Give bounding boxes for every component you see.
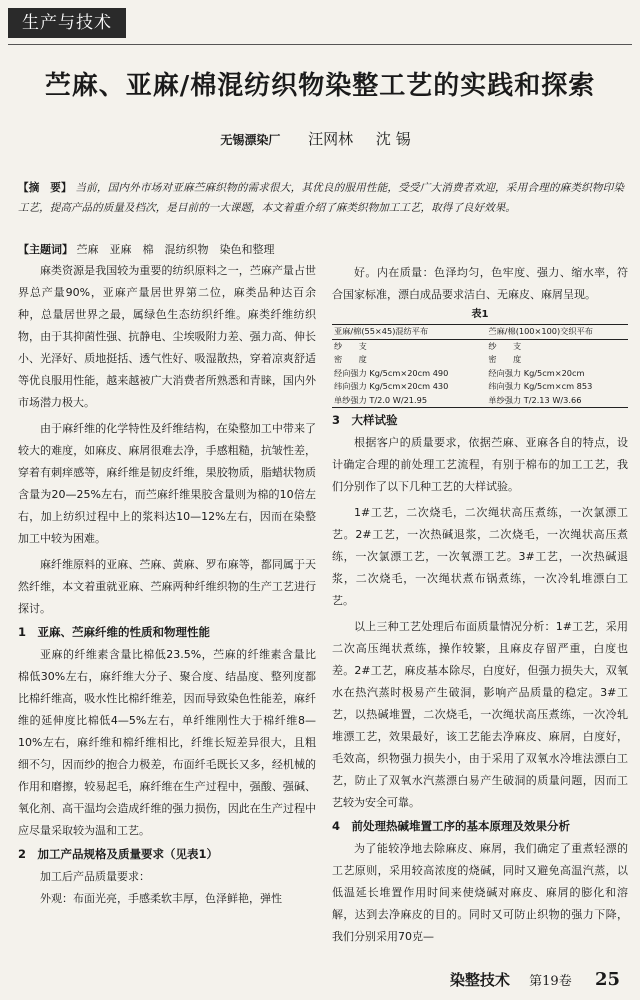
table-cell: 纬向强力 Kg/5cm×20cm 430 [334,381,449,391]
section-tag: 生产与技术 [8,8,126,38]
table-row [332,394,628,408]
table-cell: 纱 支 [334,340,367,351]
table-header-cell: 亚麻/棉(55×45)混纺平布 [334,326,429,336]
author-name: 汪网林 [308,130,354,148]
keywords-text: 苎麻 亚麻 棉 混纺织物 染色和整理 [76,243,275,256]
table-row [332,339,628,353]
paragraph: 以上三种工艺处理后布面质量情况分析：1#工艺，采用二次高压绳状煮练，操作较繁，且麻皮存留严重，白度也差。2#工艺，麻皮基本除尽，白度好，但强力损失大，双氧水在热汽蒸时极易产生破洞，影响产品质量的稳定。3#工艺，以热碱堆置，二次烧毛，一次绳状高压煮练，一次冷轧堆漂工艺，效果最好，该工艺能去净麻皮、麻屑，白度好，毛效高，织物强力损失小，由于采用了双氧水冷堆法漂白工艺，防止了双氧水汽蒸漂白易产生破洞的质量问题，因而工艺较为安全可靠。 [332,620,628,809]
section-heading: 3 大样试验 [332,413,398,427]
keywords-label: 【主题词】 [18,243,73,256]
table-cell: 密 度 [334,354,367,364]
paragraph: 好。内在质量：色泽均匀，色牢度、强力、缩水率，符合国家标准，漂白成品要求洁白、无麻皮、麻屑呈现。 [332,266,628,301]
table-cell: 经向强力 Kg/5cm×20cm 490 [334,367,449,378]
section-heading: 1 亚麻、苎麻纤维的性质和物理性能 [18,625,210,639]
table-row [332,353,628,367]
spec-table [332,324,628,408]
abstract-label: 【摘 要】 [18,182,72,194]
paragraph: 亚麻的纤维素含量比棉低23.5%，苎麻的纤维素含量比棉低30%左右，麻纤维大分子、聚合度、结晶度、整列度都比棉纤维高，吸水性比棉纤维差，因而导致染色性能差，麻纤维的延伸度比棉低4—5%左右，单纤维刚性大于棉纤维8—10%左右，麻纤维和棉纤维相比，纤维长短差异很大，且粗细不匀，因而纱的抱合力极差，布面纤毛既长又多，经机械的作用和磨擦，较易起毛，麻纤维在生产过程中，强酸、强碱、氧化剂、高干温均会造成纤维的强力损伤，因此在生产过程中应尽量采取较为温和工艺。 [18,648,316,837]
author-organization: 无锡漂染厂 [220,133,281,147]
table-header-cell: 苎麻/棉(100×100)交织平布 [488,326,593,336]
paragraph: 根据客户的质量要求，依据苎麻、亚麻各自的特点，设计确定合理的前处理工艺流程，有别于棉布的加工工艺，我们分别作了以下几种工艺的大样试验。 [332,436,628,493]
section-heading: 4 前处理热碱堆置工序的基本原理及效果分析 [332,819,570,833]
page-footer [450,969,620,990]
table-row [332,380,628,394]
paragraph: 1#工艺，二次烧毛，二次绳状高压煮练，一次氯漂工艺。2#工艺，一次热碱退浆，二次烧毛，一次绳状高压煮练，一次氯漂工艺，一次氧漂工艺。3#工艺，一次热碱退浆，二次烧毛，一次绳状煮布锅煮练，一次冷轧堆漂白工艺。 [332,506,628,607]
paragraph: 由于麻纤维的化学特性及纤维结构，在染整加工中带来了较大的难度，如麻皮、麻屑很难去净，手感粗糙，抗皱性差，穿着有刺痒感等，麻纤维是韧皮纤维，果胶物质，脂蜡状物质含量为20—25%左右，而苎麻纤维果胶含量则为棉的10倍左右，加上纺织过程中上的浆料达10—12%左右，因而在染整加工中较为困难。 [18,422,316,545]
table-header-row [332,325,628,340]
page-number: 25 [594,969,620,990]
table-cell: 纱 支 [488,340,522,351]
author-name: 沈 锡 [375,130,411,148]
section-heading: 2 加工产品规格及质量要求（见表1） [18,847,219,861]
paragraph: 麻类资源是我国较为重要的纺织原料之一，苎麻产量占世界总产量90%，亚麻产量居世界第二位，麻类品种达百余种，总量居世界之最，属绿色生态纺织纤维。麻类纤维纺织物，由于其抑菌性强、抗静电、尘埃吸附力差、强力高、伸长小、光泽好、质地挺括、透气性好、吸湿散热，穿着凉爽舒适等优良服用性能，越来越被广大消费者所熟悉和青睐，国内外市场潜力极大。 [18,264,316,409]
paragraph: 为了能较净地去除麻皮、麻屑，我们确定了重煮轻漂的工艺原则，采用较高浓度的烧碱，同时又避免高温汽蒸，以低温延长堆置作用时间来使烧碱对麻皮、麻屑的膨化和溶解，达到去净麻皮的目的。同时又可防止织物的强力下降，我们分别采用70克— [332,842,628,943]
issue-number: 第19卷 [529,974,572,989]
left-column [18,260,316,910]
journal-name: 染整技术 [449,971,510,989]
right-column [332,262,628,948]
article-title: 苎麻、亚麻/棉混纺织物染整工艺的实践和探索 [44,71,596,101]
keywords [18,240,624,260]
header-rule [8,44,632,45]
author-line [0,128,640,149]
table-row [332,367,628,381]
table-cell: 单纱强力 T/2.0 W/21.95 [334,394,428,405]
abstract [18,178,624,218]
table-cell: 单纱强力 T/2.13 W/3.66 [488,394,582,405]
paragraph: 外观：布面光亮，手感柔软丰厚，色泽鲜艳，弹性 [40,892,282,905]
abstract-text: 当前，国内外市场对亚麻苎麻织物的需求很大，其优良的服用性能，受受广大消费者欢迎，采用合理的麻类织物印染工艺，提高产品的质量及档次，是目前的一大课题，本文着重介绍了麻类织物加工工艺，取得了良好效果。 [18,182,625,214]
paragraph: 加工后产品质量要求： [40,870,150,883]
table-cell: 经向强力 Kg/5cm×20cm [488,367,585,378]
table-title: 表1 [471,309,489,320]
table-cell: 密 度 [488,354,522,364]
table-cell: 纬向强力 Kg/5cm×cm 853 [488,381,593,391]
paragraph: 麻纤维原料的亚麻、苎麻、黄麻、罗布麻等，都同属于天然纤维，本文着重就亚麻、苎麻两种纤维织物的生产工艺进行探讨。 [18,558,316,615]
